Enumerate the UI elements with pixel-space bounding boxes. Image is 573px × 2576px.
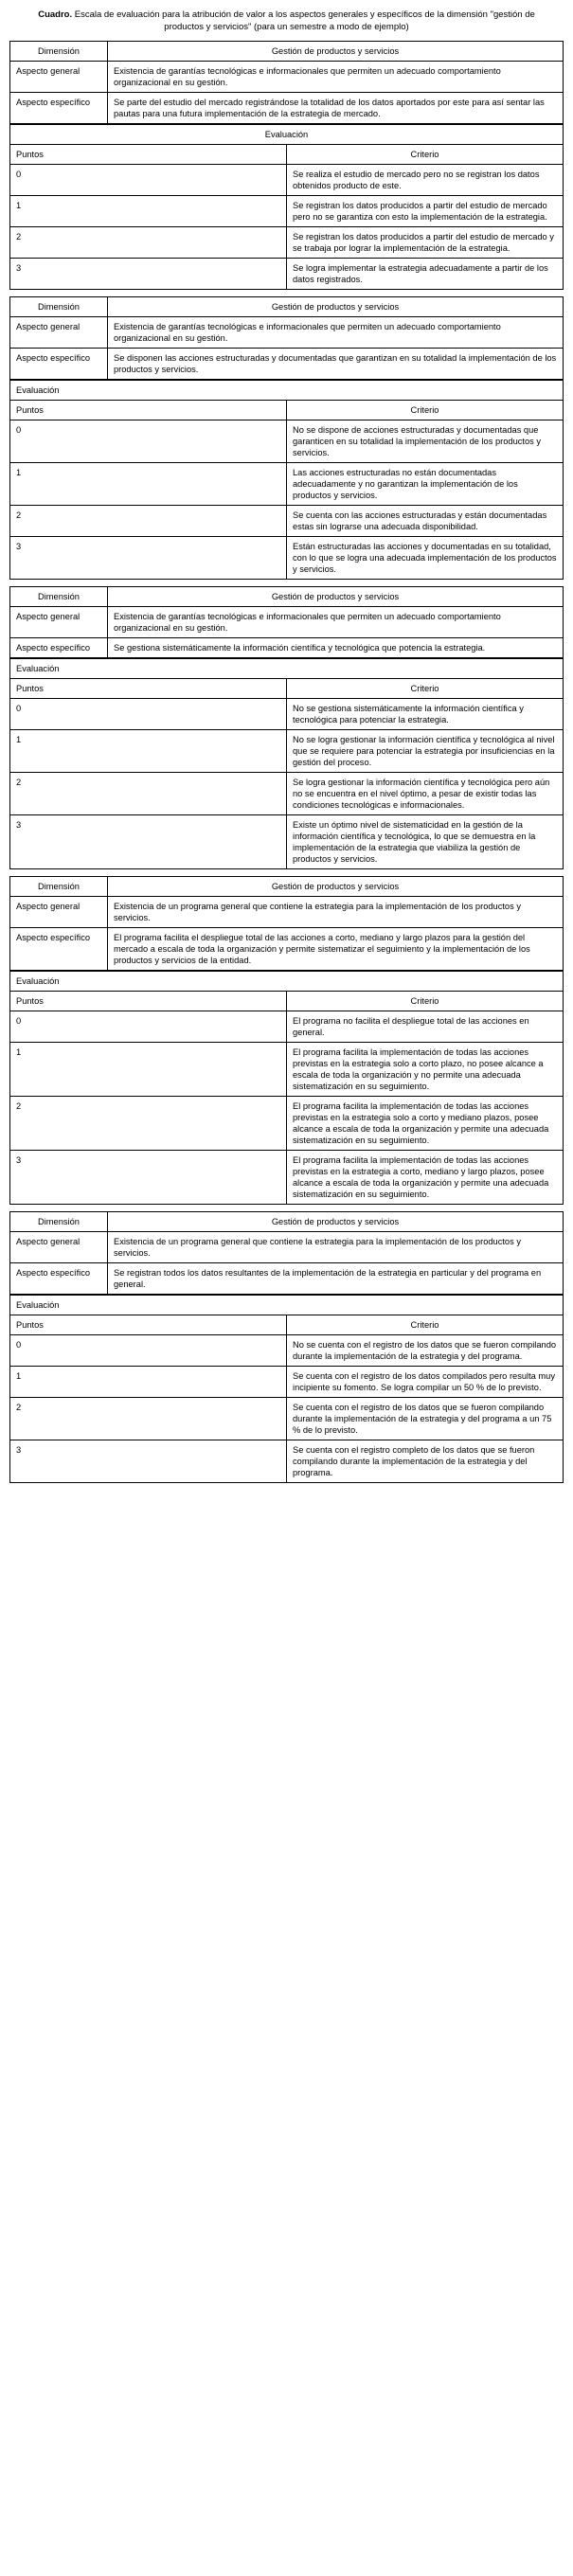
puntos-value: 0 — [10, 1011, 287, 1043]
criterio-header: Criterio — [287, 145, 564, 165]
criterio-value: Están estructuradas las acciones y documentadas en su totalidad, con lo que se logra una adecuada implementación de los productos y servicios. — [287, 537, 564, 580]
dimension-value: Gestión de productos y servicios — [108, 877, 564, 897]
table-row — [10, 897, 564, 928]
evaluation-block — [9, 41, 564, 124]
table-row — [10, 1315, 564, 1335]
dimension-value: Gestión de productos y servicios — [108, 42, 564, 62]
evaluation-block — [9, 296, 564, 380]
aspecto-general-value: Existencia de un programa general que contiene la estrategia para la implementación de los productos y servicios. — [108, 1232, 564, 1263]
aspecto-especifico-label: Aspecto específico — [10, 1263, 108, 1295]
table-row — [10, 699, 564, 730]
criterio-value: Se realiza el estudio de mercado pero no se registran los datos obtenidos producto de este. — [287, 165, 564, 196]
table-row — [10, 1296, 564, 1315]
table-row — [10, 463, 564, 506]
table-row — [10, 1367, 564, 1398]
caption-text: Escala de evaluación para la atribución de valor a los aspectos generales y específicos de la dimensión "gestión de productos y servicios" (para un semestre a modo de ejemplo) — [72, 9, 535, 32]
puntos-value: 3 — [10, 537, 287, 580]
block-spacer — [9, 869, 564, 876]
table-row — [10, 1043, 564, 1097]
table-caption — [30, 9, 543, 33]
aspecto-especifico-value: El programa facilita el despliegue total de las acciones a corto, mediano y largo plazos para la gestión del mercado a escala de toda la organización y permite sistematizar el seguimiento y la implementación de los productos y servicios de la entidad. — [108, 928, 564, 971]
dimension-label: Dimensión — [10, 877, 108, 897]
puntos-value: 0 — [10, 1335, 287, 1367]
puntos-value: 1 — [10, 1367, 287, 1398]
table-row — [10, 1097, 564, 1151]
evaluation-scale — [9, 380, 564, 580]
block-spacer — [9, 580, 564, 586]
table-row — [10, 638, 564, 658]
table-row — [10, 401, 564, 420]
puntos-value: 3 — [10, 815, 287, 869]
table-row — [10, 659, 564, 679]
criterio-header: Criterio — [287, 679, 564, 699]
table-row — [10, 1335, 564, 1367]
puntos-header: Puntos — [10, 401, 287, 420]
evaluacion-label: Evaluación — [10, 659, 564, 679]
table-row — [10, 1151, 564, 1205]
table-row — [10, 972, 564, 992]
criterio-value: No se logra gestionar la información científica y tecnológica al nivel que se requiere para potenciar la estrategia por insuficiencias en la gestión del proceso. — [287, 730, 564, 773]
evaluacion-label: Evaluación — [10, 972, 564, 992]
aspecto-especifico-label: Aspecto específico — [10, 93, 108, 124]
aspecto-general-label: Aspecto general — [10, 897, 108, 928]
table-row — [10, 259, 564, 290]
table-row — [10, 679, 564, 699]
puntos-value: 3 — [10, 1440, 287, 1483]
criterio-value: Se cuenta con el registro de los datos compilados pero resulta muy incipiente su fomento. Se logra compilar un 50 % de lo previsto. — [287, 1367, 564, 1398]
table-row — [10, 587, 564, 607]
block-spacer — [9, 1205, 564, 1211]
aspecto-general-label: Aspecto general — [10, 607, 108, 638]
dimension-label: Dimensión — [10, 42, 108, 62]
puntos-value: 1 — [10, 1043, 287, 1097]
aspecto-general-label: Aspecto general — [10, 1232, 108, 1263]
aspecto-general-label: Aspecto general — [10, 62, 108, 93]
table-row — [10, 145, 564, 165]
table-row — [10, 773, 564, 815]
table-row — [10, 1212, 564, 1232]
table-row — [10, 62, 564, 93]
table-row — [10, 227, 564, 259]
puntos-value: 0 — [10, 420, 287, 463]
dimension-label: Dimensión — [10, 1212, 108, 1232]
aspecto-general-value: Existencia de un programa general que contiene la estrategia para la implementación de los productos y servicios. — [108, 897, 564, 928]
aspecto-especifico-value: Se disponen las acciones estructuradas y documentadas que garantizan en su totalidad la implementación de los productos y servicios. — [108, 349, 564, 380]
dimension-value: Gestión de productos y servicios — [108, 1212, 564, 1232]
aspecto-especifico-label: Aspecto específico — [10, 349, 108, 380]
puntos-value: 1 — [10, 730, 287, 773]
dimension-label: Dimensión — [10, 587, 108, 607]
evaluation-scale — [9, 124, 564, 290]
criterio-header: Criterio — [287, 401, 564, 420]
puntos-header: Puntos — [10, 1315, 287, 1335]
table-row — [10, 42, 564, 62]
dimension-value: Gestión de productos y servicios — [108, 297, 564, 317]
criterio-value: No se gestiona sistemáticamente la información científica y tecnológica para potenciar la estrategia. — [287, 699, 564, 730]
puntos-value: 2 — [10, 1097, 287, 1151]
dimension-label: Dimensión — [10, 297, 108, 317]
criterio-value: El programa facilita la implementación de todas las acciones previstas en la estrategia solo a corto y mediano plazos, posee alcance a escala de toda la organización y permite una adecuada sistematización en su seguimiento. — [287, 1097, 564, 1151]
puntos-value: 2 — [10, 773, 287, 815]
criterio-value: El programa facilita la implementación de todas las acciones previstas en la estrategia solo a corto plazo, no posee alcance a escala de toda la organización y no permite una adecuada sistematización en su seguimiento. — [287, 1043, 564, 1097]
table-row — [10, 93, 564, 124]
aspecto-general-value: Existencia de garantías tecnológicas e informacionales que permiten un adecuado comportamiento organizacional en su gestión. — [108, 317, 564, 349]
table-row — [10, 928, 564, 971]
evaluation-block — [9, 586, 564, 658]
puntos-value: 2 — [10, 227, 287, 259]
aspecto-general-value: Existencia de garantías tecnológicas e informacionales que permiten un adecuado comportamiento organizacional en su gestión. — [108, 62, 564, 93]
criterio-value: Las acciones estructuradas no están documentadas adecuadamente y no garantizan la implementación de los productos y servicios. — [287, 463, 564, 506]
evaluation-block — [9, 1211, 564, 1295]
evaluation-scale — [9, 971, 564, 1205]
criterio-value: No se cuenta con el registro de los datos que se fueron compilando durante la implementación de la estrategia y del programa. — [287, 1335, 564, 1367]
dimension-value: Gestión de productos y servicios — [108, 587, 564, 607]
evaluation-scale — [9, 658, 564, 869]
puntos-value: 0 — [10, 699, 287, 730]
table-row — [10, 196, 564, 227]
aspecto-especifico-label: Aspecto específico — [10, 638, 108, 658]
table-row — [10, 1232, 564, 1263]
criterio-value: No se dispone de acciones estructuradas y documentadas que garanticen en su totalidad la implementación de los productos y servicios. — [287, 420, 564, 463]
table-row — [10, 992, 564, 1011]
caption-label: Cuadro. — [38, 9, 73, 20]
evaluation-scale — [9, 1295, 564, 1483]
evaluacion-label: Evaluación — [10, 125, 564, 145]
table-row — [10, 317, 564, 349]
evaluacion-label: Evaluación — [10, 1296, 564, 1315]
puntos-value: 3 — [10, 1151, 287, 1205]
puntos-value: 1 — [10, 463, 287, 506]
table-row — [10, 815, 564, 869]
criterio-value: Se registran los datos producidos a partir del estudio de mercado pero no se garantiza con esto la implementación de la estrategia. — [287, 196, 564, 227]
evaluacion-label: Evaluación — [10, 381, 564, 401]
table-row — [10, 297, 564, 317]
criterio-value: Se cuenta con el registro completo de los datos que se fueron compilando durante la implementación de la estrategia y del programa. — [287, 1440, 564, 1483]
table-row — [10, 125, 564, 145]
criterio-value: Se logra implementar la estrategia adecuadamente a partir de los datos registrados. — [287, 259, 564, 290]
aspecto-especifico-value: Se gestiona sistemáticamente la información científica y tecnológica que potencia la estrategia. — [108, 638, 564, 658]
table-row — [10, 877, 564, 897]
aspecto-especifico-value: Se parte del estudio del mercado registrándose la totalidad de los datos aportados por este para así sentar las pautas para una futura implementación de la estrategia de mercado. — [108, 93, 564, 124]
puntos-value: 2 — [10, 506, 287, 537]
puntos-header: Puntos — [10, 145, 287, 165]
criterio-value: Se logra gestionar la información científica y tecnológica pero aún no se encuentra en el nivel óptimo, a pesar de existir todas las condiciones tecnológicas e informacionales. — [287, 773, 564, 815]
table-row — [10, 381, 564, 401]
block-spacer — [9, 290, 564, 296]
table-row — [10, 1398, 564, 1440]
criterio-value: Existe un óptimo nivel de sistematicidad en la gestión de la información científica y tecnológica, lo que se demuestra en la implementación de la estrategia que viabiliza la gestión de productos y servicios. — [287, 815, 564, 869]
puntos-value: 0 — [10, 165, 287, 196]
criterio-value: Se registran los datos producidos a partir del estudio de mercado y se trabaja por lograr la implementación de la estrategia. — [287, 227, 564, 259]
table-row — [10, 537, 564, 580]
table-row — [10, 1011, 564, 1043]
puntos-header: Puntos — [10, 992, 287, 1011]
table-row — [10, 506, 564, 537]
evaluation-block — [9, 876, 564, 971]
criterio-value: Se cuenta con las acciones estructuradas y están documentadas estas sin lograrse una adecuada disponibilidad. — [287, 506, 564, 537]
criterio-value: Se cuenta con el registro de los datos que se fueron compilando durante la implementación de la estrategia y del programa a un 75 % de lo previsto. — [287, 1398, 564, 1440]
table-row — [10, 730, 564, 773]
table-row — [10, 1440, 564, 1483]
table-row — [10, 1263, 564, 1295]
table-row — [10, 165, 564, 196]
aspecto-especifico-label: Aspecto específico — [10, 928, 108, 971]
puntos-value: 3 — [10, 259, 287, 290]
criterio-header: Criterio — [287, 1315, 564, 1335]
table-row — [10, 420, 564, 463]
puntos-value: 1 — [10, 196, 287, 227]
table-row — [10, 349, 564, 380]
puntos-value: 2 — [10, 1398, 287, 1440]
aspecto-general-value: Existencia de garantías tecnológicas e informacionales que permiten un adecuado comportamiento organizacional en su gestión. — [108, 607, 564, 638]
criterio-value: El programa facilita la implementación de todas las acciones previstas en la estrategia a corto, mediano y largo plazos, posee alcance a escala de toda la organización y permite una adecuada sistematización en su seguimiento. — [287, 1151, 564, 1205]
aspecto-especifico-value: Se registran todos los datos resultantes de la implementación de la estrategia en particular y del programa en general. — [108, 1263, 564, 1295]
aspecto-general-label: Aspecto general — [10, 317, 108, 349]
criterio-header: Criterio — [287, 992, 564, 1011]
criterio-value: El programa no facilita el despliegue total de las acciones en general. — [287, 1011, 564, 1043]
table-row — [10, 607, 564, 638]
puntos-header: Puntos — [10, 679, 287, 699]
